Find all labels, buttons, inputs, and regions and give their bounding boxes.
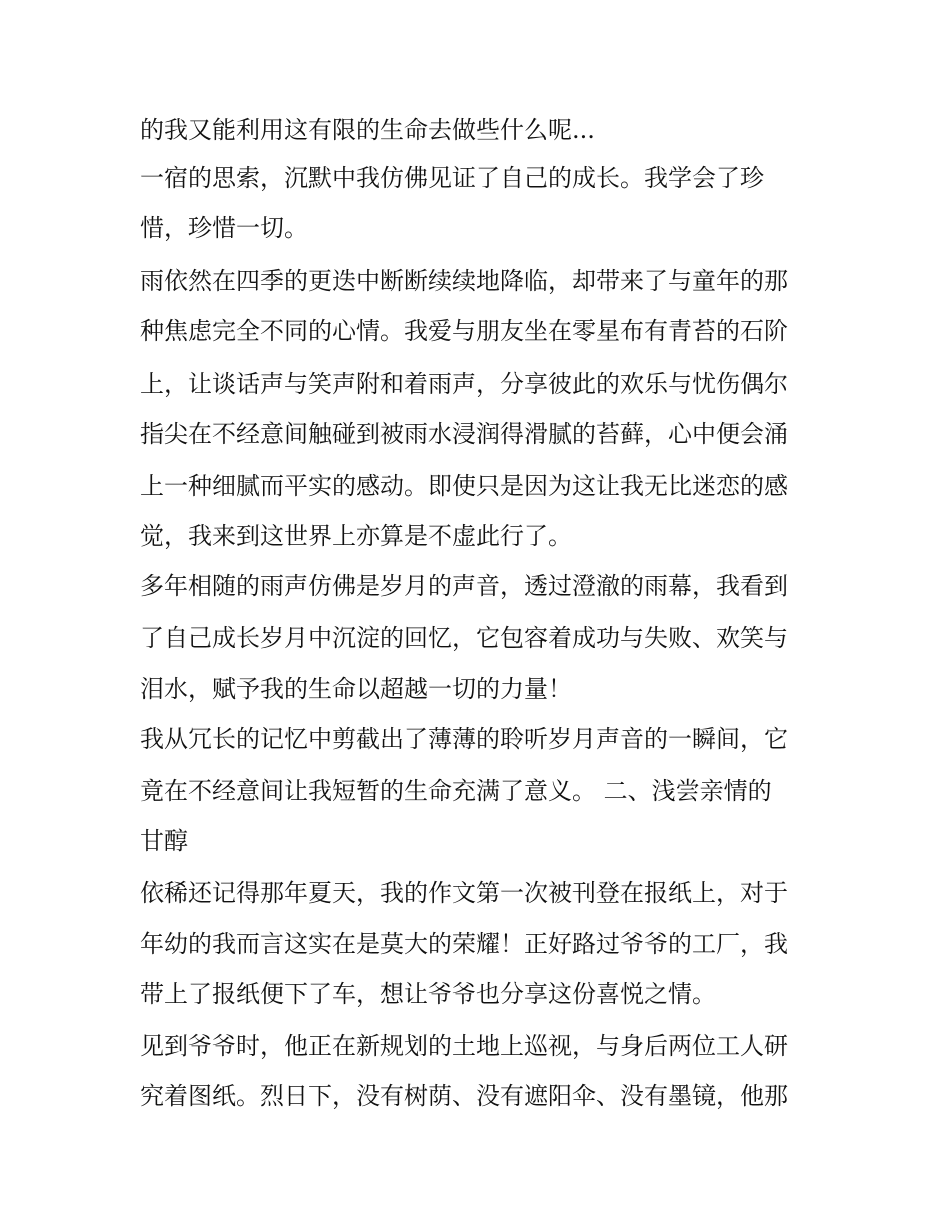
text-line: 依稀还记得那年夏天，我的作文第一次被刊登在报纸上，对于 — [140, 879, 788, 907]
text-line: 年幼的我而言这实在是莫大的荣耀！正好路过爷爷的工厂，我 — [140, 930, 788, 958]
text-line: 多年相随的雨声仿佛是岁月的声音，透过澄澈的雨幕，我看到 — [140, 572, 788, 600]
text-line: 泪水，赋予我的生命以超越一切的力量！ — [140, 675, 572, 703]
text-line: 了自己成长岁月中沉淀的回忆，它包容着成功与失败、欢笑与 — [140, 624, 788, 652]
text-line: 觉，我来到这世界上亦算是不虚此行了。 — [140, 522, 572, 550]
text-line: 雨依然在四季的更迭中断断续续地降临，却带来了与童年的那 — [140, 267, 788, 295]
text-line: 见到爷爷时，他正在新规划的土地上巡视，与身后两位工人研 — [140, 1032, 788, 1060]
text-line: 带上了报纸便下了车，想让爷爷也分享这份喜悦之情。 — [140, 980, 716, 1008]
text-line: 种焦虑完全不同的心情。我爱与朋友坐在零星布有青苔的石阶 — [140, 317, 788, 345]
text-line: 究着图纸。烈日下，没有树荫、没有遮阳伞、没有墨镜，他那 — [140, 1082, 788, 1110]
text-line: 甘醇 — [140, 827, 188, 855]
text-line: 一宿的思索，沉默中我仿佛见证了自己的成长。我学会了珍 — [140, 164, 764, 192]
text-line: 上一种细腻而平实的感动。即使只是因为这让我无比迷恋的感 — [140, 472, 788, 500]
text-line: 惜，珍惜一切。 — [140, 214, 308, 242]
text-line: 我从冗长的记忆中剪截出了薄薄的聆听岁月声音的一瞬间，它 — [140, 725, 788, 753]
text-line: 上，让谈话声与笑声附和着雨声，分享彼此的欢乐与忧伤偶尔 — [140, 370, 788, 398]
text-line: 指尖在不经意间触碰到被雨水浸润得滑腻的苔藓，心中便会涌 — [140, 420, 788, 448]
text-line: 的我又能利用这有限的生命去做些什么呢... — [140, 116, 595, 144]
text-line: 竟在不经意间让我短暂的生命充满了意义。 二、浅尝亲情的 — [140, 777, 772, 805]
